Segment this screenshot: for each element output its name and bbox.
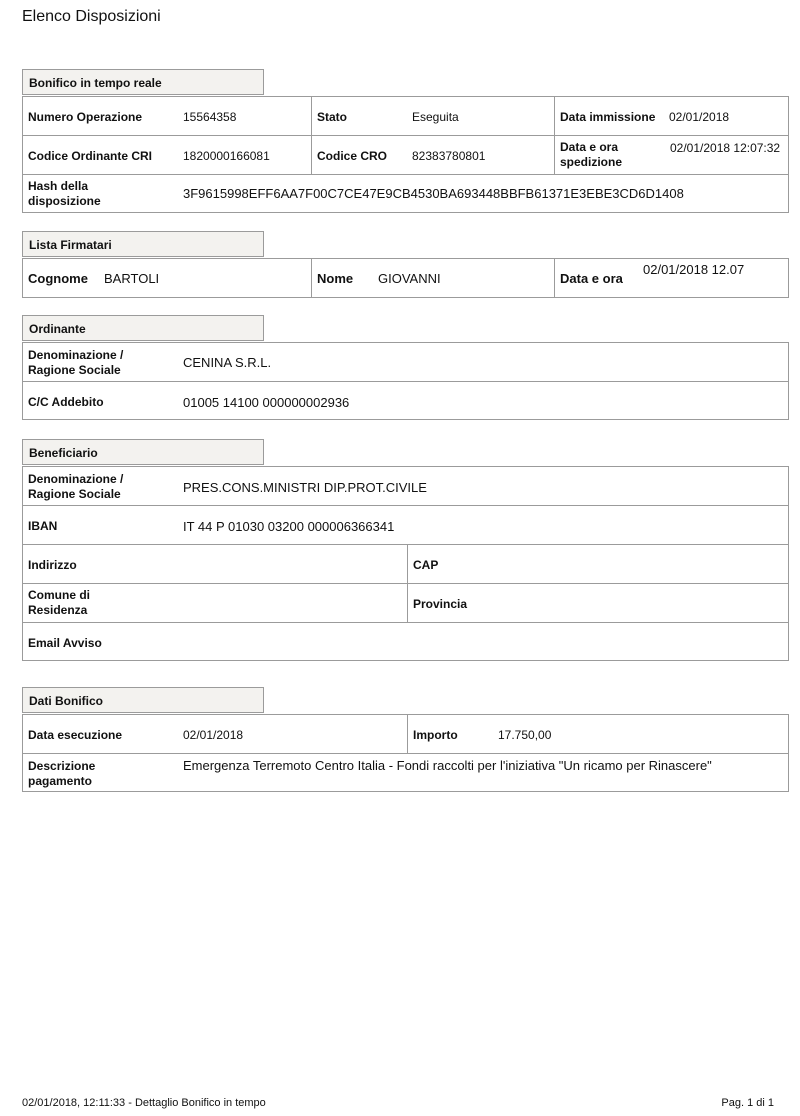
data-esecuzione-value: 02/01/2018	[183, 728, 244, 742]
dati-bonifico-row-2	[23, 753, 788, 792]
hash-value: 3F9615998EFF6AA7F00C7CE47E9CB4530BA693448BBFB61371E3EBE3CD6D1408	[183, 186, 684, 201]
beneficiario-row-5	[23, 622, 788, 661]
stato-value: Eseguita	[412, 110, 459, 124]
numero-operazione-value: 15564358	[183, 110, 237, 124]
importo-value: 17.750,00	[498, 728, 552, 742]
section-header-ordinante: Ordinante	[22, 315, 264, 341]
codice-ordinante-label: Codice Ordinante CRI	[28, 149, 153, 163]
section-bonifico	[22, 69, 789, 208]
nome-label: Nome	[317, 271, 354, 286]
cc-addebito-value: 01005 14100 000000002936	[183, 395, 350, 410]
section-dati-bonifico	[22, 687, 789, 788]
iban-value: IT 44 P 01030 03200 000006366341	[183, 519, 395, 534]
data-spedizione-value: 02/01/2018 12:07:32	[670, 141, 781, 155]
footer-page-number: Pag. 1 di 1	[721, 1097, 774, 1109]
indirizzo-label: Indirizzo	[28, 558, 77, 572]
section-firmatari	[22, 231, 789, 286]
ordinante-denominazione-label: Denominazione / Ragione Sociale	[28, 348, 124, 377]
cap-label: CAP	[413, 558, 439, 572]
iban-label: IBAN	[28, 519, 58, 533]
bonifico-table	[22, 96, 789, 213]
section-header-dati-bonifico: Dati Bonifico	[22, 687, 264, 713]
beneficiario-row-4	[23, 583, 788, 622]
numero-operazione-label: Numero Operazione	[28, 110, 143, 124]
dati-bonifico-row-1	[23, 715, 788, 753]
importo-label: Importo	[413, 728, 458, 742]
section-header-bonifico: Bonifico in tempo reale	[22, 69, 264, 95]
cognome-value: BARTOLI	[104, 271, 160, 286]
beneficiario-row-2	[23, 505, 788, 544]
data-immissione-label: Data immissione	[560, 110, 656, 124]
data-spedizione-label: Data e ora spedizione	[560, 140, 623, 169]
dati-bonifico-table	[22, 714, 789, 792]
section-ordinante	[22, 315, 789, 410]
ordinante-denominazione-value: CENINA S.R.L.	[183, 355, 272, 370]
data-immissione-value: 02/01/2018	[669, 110, 730, 124]
firmatari-table	[22, 258, 789, 298]
ordinante-row-2	[23, 381, 788, 420]
beneficiario-denominazione-label: Denominazione / Ragione Sociale	[28, 472, 124, 501]
bonifico-row-1	[23, 97, 788, 135]
comune-residenza-label: Comune di Residenza	[28, 588, 90, 617]
provincia-label: Provincia	[413, 597, 468, 611]
ordinante-row-1	[23, 343, 788, 381]
cc-addebito-label: C/C Addebito	[28, 395, 104, 409]
cognome-label: Cognome	[28, 271, 88, 286]
firmatari-data-ora-value: 02/01/2018 12.07	[643, 262, 745, 277]
beneficiario-row-3	[23, 544, 788, 583]
descrizione-pagamento-label: Descrizione pagamento	[28, 759, 96, 788]
codice-ordinante-value: 1820000166081	[183, 149, 270, 163]
hash-label: Hash della disposizione	[28, 179, 101, 208]
codice-cro-label: Codice CRO	[317, 149, 388, 163]
bonifico-row-3	[23, 174, 788, 213]
section-header-beneficiario: Beneficiario	[22, 439, 264, 465]
beneficiario-denominazione-value: PRES.CONS.MINISTRI DIP.PROT.CIVILE	[183, 480, 427, 495]
nome-value: GIOVANNI	[378, 271, 441, 286]
section-header-firmatari: Lista Firmatari	[22, 231, 264, 257]
beneficiario-table	[22, 466, 789, 661]
page-title: Elenco Disposizioni	[22, 8, 161, 25]
footer-left: 02/01/2018, 12:11:33 - Dettaglio Bonifico in tempo	[22, 1097, 266, 1109]
data-esecuzione-label: Data esecuzione	[28, 728, 123, 742]
bonifico-row-2	[23, 135, 788, 174]
beneficiario-row-1	[23, 467, 788, 505]
ordinante-table	[22, 342, 789, 420]
codice-cro-value: 82383780801	[412, 149, 486, 163]
stato-label: Stato	[317, 110, 347, 124]
section-beneficiario	[22, 439, 789, 650]
descrizione-pagamento-value: Emergenza Terremoto Centro Italia - Fondi raccolti per l'iniziativa "Un ricamo per Rinascere"	[183, 758, 712, 773]
firmatari-data-ora-label: Data e ora	[560, 271, 623, 286]
email-avviso-label: Email Avviso	[28, 636, 102, 650]
